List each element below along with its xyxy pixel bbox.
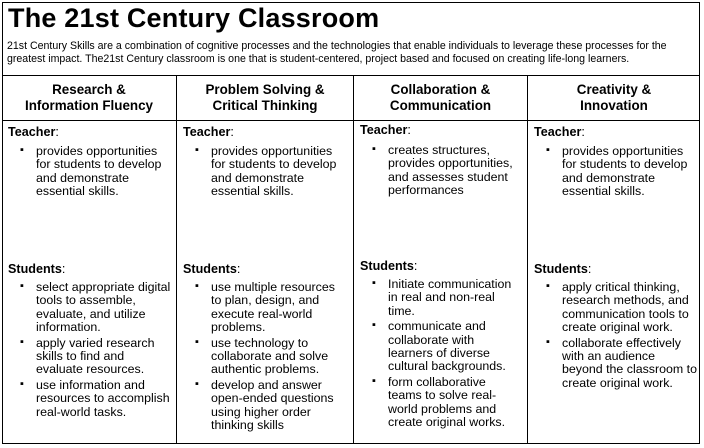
header-line-1: Problem Solving &	[205, 82, 325, 97]
intro-paragraph: 21st Century Skills are a combination of cognitive processes and the technologies that enable individuals to leverage these processes for the greatest impact. The21st Century classroom is one that is student-centered, project based and focused on creating life-long learners.	[7, 40, 667, 65]
header-line-1: Creativity &	[576, 82, 652, 97]
column-collaboration	[353, 75, 527, 444]
teacher-list	[177, 145, 345, 201]
column-header	[528, 75, 700, 120]
list-item: ▪ Initiate communication in real and non-real time.	[354, 278, 520, 318]
list-item: ▪ collaborate effectively with an audience beyond the classroom to create original work.	[528, 337, 698, 391]
list-item: ▪ select appropriate digital tools to assemble, evaluate, and utilize information.	[2, 281, 172, 335]
header-line-2: Innovation	[580, 98, 648, 113]
list-item: ▪ use information and resources to accomplish real-world tasks.	[2, 379, 172, 419]
students-label: Students:	[360, 259, 418, 273]
students-label: Students:	[183, 262, 241, 276]
students-list	[177, 281, 337, 434]
column-research	[2, 75, 176, 444]
teacher-list	[528, 145, 698, 201]
list-item: ▪ form collaborative teams to solve real-world problems and create original works.	[354, 376, 520, 430]
header-line-1: Collaboration &	[390, 82, 491, 97]
list-item: ▪ apply critical thinking, research methods, and communication tools to create original work.	[528, 281, 698, 335]
list-item: ▪ use multiple resources to plan, design, and execute real-world problems.	[177, 281, 337, 335]
teacher-list	[2, 145, 172, 201]
list-item: ▪ use technology to collaborate and solve authentic problems.	[177, 337, 337, 377]
header-line-2: Information Fluency	[25, 98, 153, 113]
page-title: The 21st Century Classroom	[8, 3, 380, 33]
students-list	[2, 281, 172, 421]
column-header	[177, 75, 353, 120]
list-item: ▪ provides opportunities for students to develop and demonstrate essential skills.	[528, 145, 698, 199]
column-creativity	[527, 75, 700, 444]
list-item: ▪ creates structures, provides opportunities, and assesses student performances	[354, 144, 520, 198]
column-header	[2, 75, 176, 120]
teacher-label: Teacher:	[360, 123, 411, 137]
teacher-label: Teacher:	[534, 125, 585, 139]
students-label: Students:	[534, 262, 592, 276]
list-item: ▪ apply varied research skills to find and evaluate resources.	[2, 337, 172, 377]
header-line-1: Research &	[52, 82, 126, 97]
list-item: ▪ provides opportunities for students to develop and demonstrate essential skills.	[177, 145, 345, 199]
column-problem-solving	[176, 75, 353, 444]
header-line-2: Communication	[389, 98, 492, 113]
students-list	[528, 281, 698, 392]
students-label: Students:	[8, 262, 66, 276]
column-header	[354, 75, 527, 120]
teacher-label: Teacher:	[183, 125, 234, 139]
teacher-list	[354, 144, 520, 200]
header-line-2: Critical Thinking	[212, 98, 318, 113]
list-item: ▪ provides opportunities for students to develop and demonstrate essential skills.	[2, 145, 172, 199]
students-list	[354, 278, 520, 431]
teacher-label: Teacher:	[8, 125, 59, 139]
skills-table	[2, 75, 700, 444]
list-item: ▪ communicate and collaborate with learners of diverse cultural backgrounds.	[354, 320, 520, 374]
list-item: ▪ develop and answer open-ended questions using higher order thinking skills	[177, 379, 337, 433]
